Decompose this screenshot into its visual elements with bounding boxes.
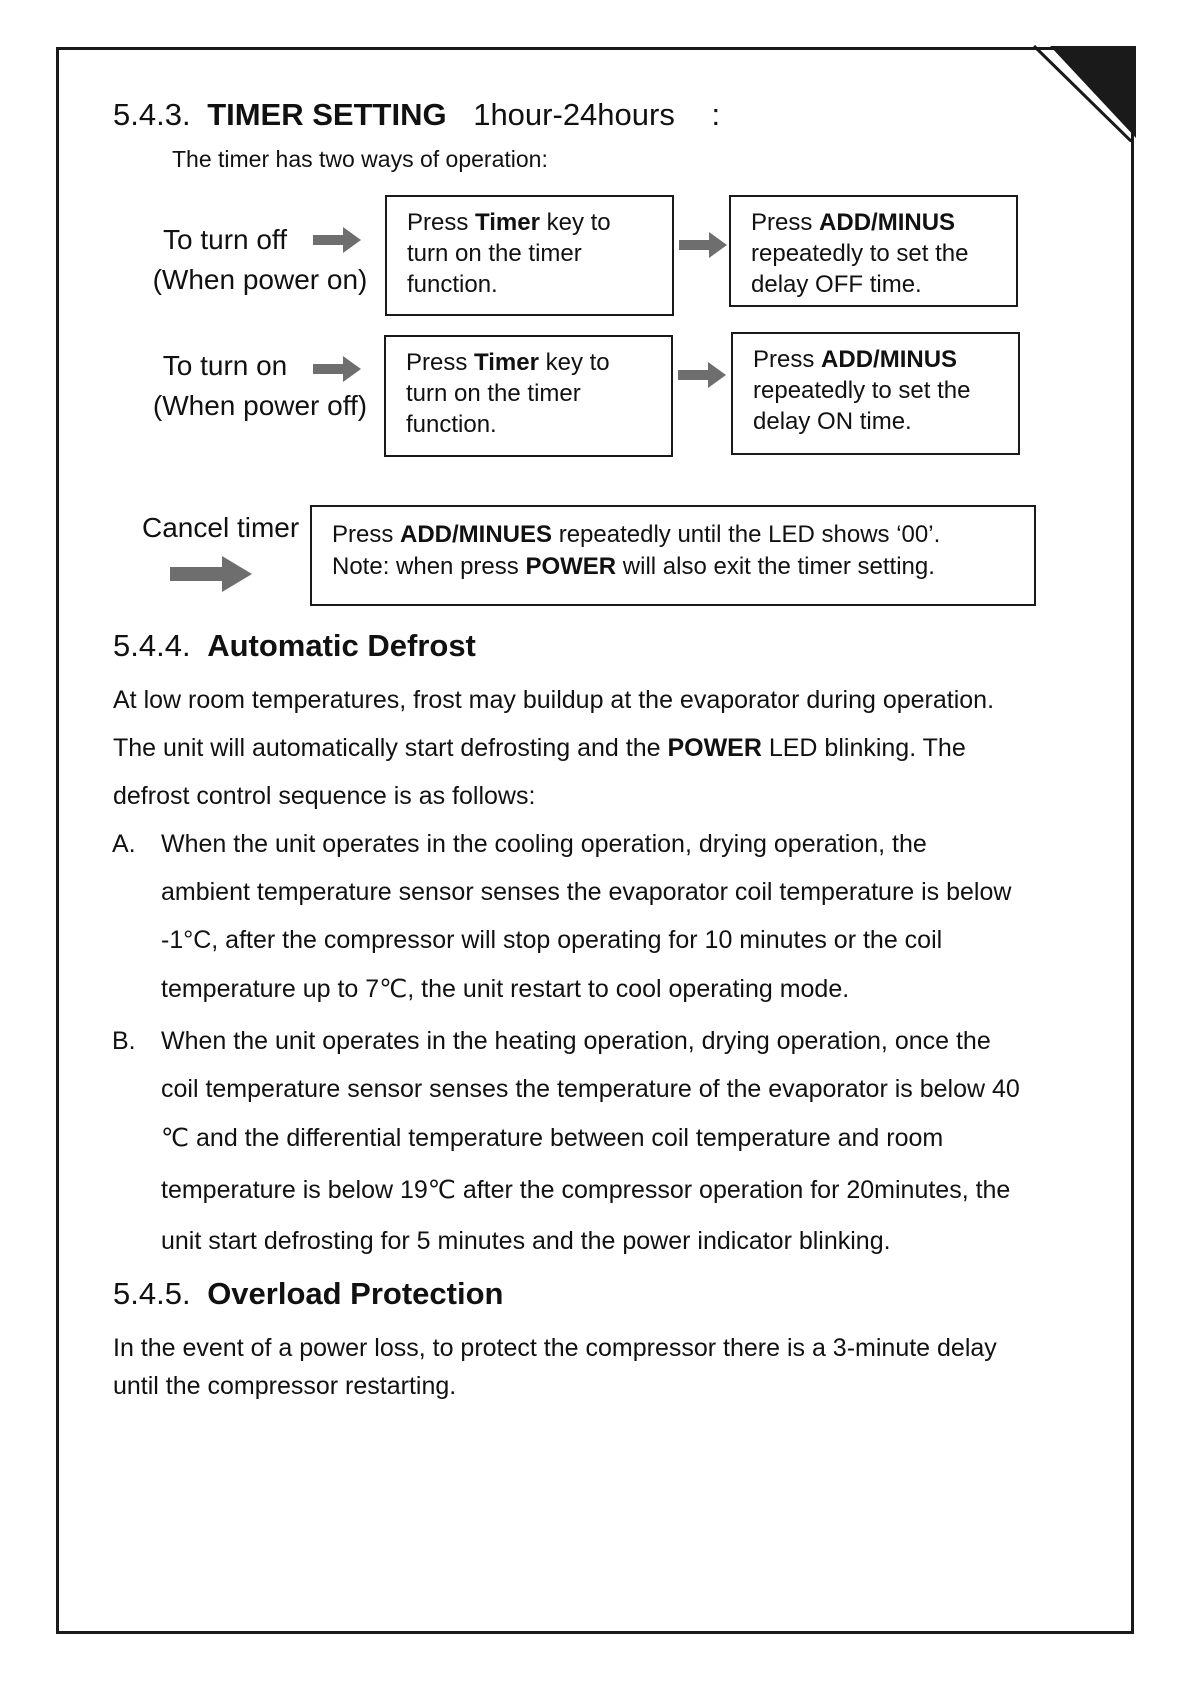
cancel-press: Press — [332, 521, 401, 548]
defrost-para-line1: At low room temperatures, frost may buildup at the evaporator during operation. — [113, 686, 995, 714]
note-rest: will also exit the timer setting. — [616, 553, 935, 580]
defrost-p2-power: POWER — [667, 734, 762, 762]
turn-off-line2: (When power on) — [152, 264, 368, 295]
step-line2: turn on the timer — [406, 380, 581, 407]
step-key-to: key to — [538, 349, 610, 376]
item-b-line3: ℃ and the differential temperature between coil temperature and room — [161, 1124, 944, 1152]
add-minus-word: ADD/MINUS — [819, 209, 956, 236]
defrost-para-line2 — [113, 734, 966, 763]
step-line3: function. — [407, 271, 498, 298]
item-a-line1: When the unit operates in the cooling operation, drying operation, the — [161, 830, 927, 858]
defrost-title: Automatic Defrost — [207, 628, 476, 663]
defrost-section-number: 5.4.4. — [113, 628, 191, 663]
step-repeat-line: repeatedly to set the — [753, 377, 971, 404]
item-b-line2: coil temperature sensor senses the temperature of the evaporator is below 40 — [161, 1075, 1020, 1103]
timer-colon: : — [711, 97, 721, 132]
arrow-right-icon — [313, 227, 361, 253]
timer-subtitle: The timer has two ways of operation: — [172, 146, 548, 172]
step-press-word: Press — [753, 346, 815, 373]
turn-on-line1: To turn on — [162, 350, 288, 381]
step-press-word: Press — [406, 349, 468, 376]
timer-section-number: 5.4.3. — [113, 97, 191, 132]
turn-on-line2: (When power off) — [152, 390, 368, 421]
step-line3: function. — [406, 411, 497, 438]
arrow-right-icon — [679, 232, 727, 258]
cancel-timer-label: Cancel timer — [142, 512, 300, 543]
timer-key-word: Timer — [474, 349, 539, 376]
timer-heading — [113, 97, 720, 133]
step-key-to: key to — [539, 209, 611, 236]
item-a-line3: -1°C, after the compressor will stop operating for 10 minutes or the coil — [161, 926, 943, 954]
item-b-line4: temperature is below 19℃ after the compressor operation for 20minutes, the — [161, 1176, 1011, 1204]
step-press-word: Press — [751, 209, 813, 236]
turn-off-line1: To turn off — [162, 224, 287, 255]
overload-heading — [113, 1276, 503, 1312]
note-power: POWER — [525, 553, 617, 580]
cancel-rest: repeatedly until the LED shows ‘00’. — [552, 521, 941, 548]
list-marker-b: B. — [112, 1027, 136, 1055]
step-repeat-line: repeatedly to set the — [751, 240, 969, 267]
arrow-right-icon — [313, 356, 361, 382]
defrost-heading — [113, 628, 476, 664]
delay-off-line: delay OFF time. — [751, 271, 922, 298]
cancel-timer-box — [310, 505, 1036, 606]
defrost-p2-post: LED blinking. The — [761, 734, 966, 762]
item-a-line4: temperature up to 7℃, the unit restart to cool operating mode. — [161, 975, 850, 1003]
list-marker-a: A. — [112, 830, 136, 858]
item-b-line1: When the unit operates in the heating operation, drying operation, once the — [161, 1027, 991, 1055]
turn-on-step2-box — [731, 332, 1020, 455]
turn-off-step2-box — [729, 195, 1018, 307]
arrow-right-icon — [678, 362, 726, 388]
timer-key-word: Timer — [475, 209, 540, 236]
cancel-add-minues: ADD/MINUES — [400, 521, 553, 548]
turn-on-step1-box — [384, 335, 673, 457]
delay-on-line: delay ON time. — [753, 408, 912, 435]
overload-section-number: 5.4.5. — [113, 1276, 191, 1311]
timer-range: 1hour-24hours — [473, 97, 675, 132]
defrost-p2-pre: The unit will automatically start defrosting and the — [113, 734, 668, 762]
arrow-right-icon — [170, 556, 252, 592]
overload-para-line2: until the compressor restarting. — [113, 1372, 457, 1400]
corner-fold — [1020, 42, 1140, 142]
turn-off-step1-box — [385, 195, 674, 316]
item-a-line2: ambient temperature sensor senses the evaporator coil temperature is below — [161, 878, 1012, 906]
overload-para-line1: In the event of a power loss, to protect the compressor there is a 3-minute delay — [113, 1334, 997, 1362]
overload-title: Overload Protection — [207, 1276, 504, 1311]
add-minus-word: ADD/MINUS — [821, 346, 958, 373]
timer-title: TIMER SETTING — [207, 97, 447, 132]
defrost-para-line3: defrost control sequence is as follows: — [113, 782, 536, 810]
step-line2: turn on the timer — [407, 240, 582, 267]
step-press-word: Press — [407, 209, 469, 236]
item-b-line5: unit start defrosting for 5 minutes and the power indicator blinking. — [161, 1227, 891, 1255]
note-pre: Note: when press — [332, 553, 526, 580]
